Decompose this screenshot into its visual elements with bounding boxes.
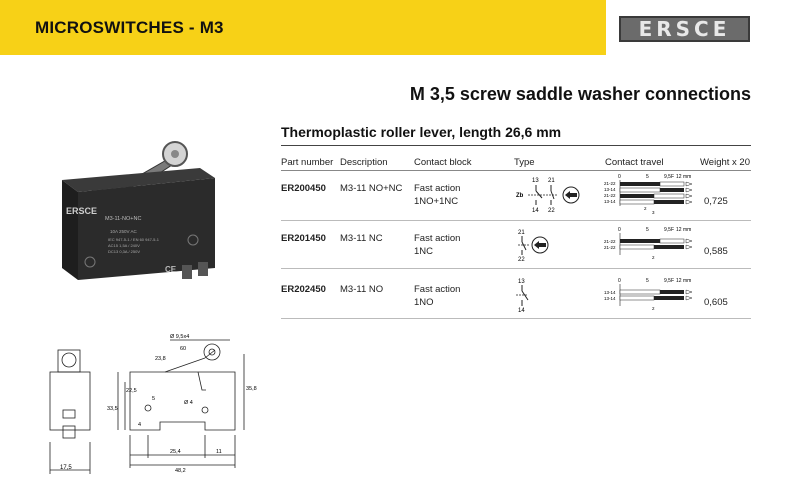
- page-title: MICROSWITCHES - M3: [35, 18, 224, 37]
- front-view: [118, 340, 244, 468]
- dim-label: 4: [138, 422, 142, 428]
- svg-text:5: 5: [646, 174, 649, 180]
- weight: 0,725: [704, 196, 728, 207]
- switch-symbol-no: [514, 274, 554, 316]
- description: M3-11 NC: [340, 233, 383, 244]
- svg-text:9,5F: 9,5F: [664, 174, 675, 180]
- dim-label: 35,8: [246, 386, 257, 392]
- col-header-type: Type: [514, 157, 535, 168]
- col-header-contact-block: Contact block: [414, 157, 472, 168]
- description: M3-11 NO: [340, 284, 384, 295]
- contact-block-line1: Fast action: [414, 284, 461, 295]
- svg-text:2: 2: [652, 255, 655, 260]
- col-header-part-number: Part number: [281, 157, 334, 168]
- dim-label: 23,8: [155, 356, 166, 362]
- svg-text:5: 5: [646, 278, 649, 284]
- dim-label: 60: [180, 346, 187, 352]
- part-number: ER202450: [281, 284, 326, 295]
- svg-text:13: 13: [518, 279, 525, 285]
- terminal-label: 22: [548, 208, 555, 214]
- row-divider: [281, 318, 751, 319]
- part-number: ER200450: [281, 183, 326, 194]
- svg-text:9,5F: 9,5F: [664, 278, 675, 284]
- photo-standard-text: IEC 947-5-1 / EN 60 947-5-1: [108, 237, 159, 242]
- svg-text:13-14: 13-14: [604, 296, 616, 301]
- terminal-label: 14: [532, 208, 539, 214]
- photo-model-text: M3-11-NO+NC: [105, 216, 142, 222]
- svg-text:21-22: 21-22: [604, 181, 616, 186]
- svg-text:21-22: 21-22: [604, 239, 616, 244]
- terminal-label: 21: [548, 178, 555, 184]
- description: M3-11 NO+NC: [340, 183, 403, 194]
- ce-mark: CE: [165, 265, 177, 274]
- svg-text:12 mm: 12 mm: [676, 174, 692, 180]
- svg-text:0: 0: [618, 174, 621, 180]
- contact-block-line1: Fast action: [414, 233, 461, 244]
- photo-standard-text: AC15 1,5A / 240V: [108, 243, 140, 248]
- terminal-label: Zb: [516, 193, 524, 199]
- svg-text:5: 5: [646, 227, 649, 233]
- heading-rule: [281, 145, 751, 146]
- svg-text:14: 14: [518, 308, 525, 314]
- dim-label: Ø 4: [184, 400, 193, 406]
- svg-text:22: 22: [518, 257, 525, 263]
- svg-text:0: 0: [618, 278, 621, 284]
- dimension-drawings: [30, 330, 260, 480]
- contact-travel-diagram: [604, 276, 704, 316]
- dim-label: 17,5: [60, 465, 72, 471]
- side-view: [50, 350, 90, 474]
- main-heading: M 3,5 screw saddle washer connections: [409, 84, 751, 104]
- dim-label: 48,2: [175, 468, 186, 474]
- col-header-weight: Weight x 20: [700, 157, 750, 168]
- row-divider: [281, 268, 751, 269]
- col-header-contact-travel: Contact travel: [605, 157, 664, 168]
- svg-text:13-14: 13-14: [604, 199, 616, 204]
- svg-text:0: 0: [618, 227, 621, 233]
- svg-text:21-22: 21-22: [604, 245, 616, 250]
- switch-symbol-no-nc: [514, 172, 584, 216]
- contact-block-line1: Fast action: [414, 183, 461, 194]
- photo-standard-text: DC13 0,3A / 250V: [108, 249, 141, 254]
- ersce-logo: [619, 16, 750, 42]
- col-header-description: Description: [340, 157, 388, 168]
- weight: 0,605: [704, 297, 728, 308]
- switch-symbol-nc: [514, 225, 574, 265]
- svg-text:21: 21: [518, 230, 525, 236]
- svg-text:13-14: 13-14: [604, 290, 616, 295]
- terminal-label: 13: [532, 178, 539, 184]
- weight: 0,585: [704, 246, 728, 257]
- contact-block-line2: 1NO: [414, 297, 434, 308]
- svg-text:2: 2: [652, 306, 655, 311]
- dim-label: 5: [152, 396, 156, 402]
- svg-text:2: 2: [644, 206, 647, 211]
- dim-label: 11: [216, 449, 222, 455]
- part-number: ER201450: [281, 233, 326, 244]
- svg-text:13-14: 13-14: [604, 187, 616, 192]
- microswitch-photo: [50, 130, 250, 300]
- header: [0, 0, 791, 55]
- svg-text:12 mm: 12 mm: [676, 227, 692, 233]
- row-divider: [281, 220, 751, 221]
- photo-rating-text: 10A 250V AC: [110, 229, 137, 234]
- contact-travel-diagram: [604, 225, 704, 265]
- header-divider: [281, 170, 751, 171]
- sub-heading: Thermoplastic roller lever, length 26,6 mm: [281, 124, 562, 140]
- contact-block-line2: 1NO+1NC: [414, 196, 459, 207]
- svg-text:21-22: 21-22: [604, 193, 616, 198]
- dim-label: Ø 9,5x4: [170, 334, 190, 340]
- contact-travel-diagram: [604, 172, 704, 216]
- svg-text:9,5F: 9,5F: [664, 227, 675, 233]
- dim-label: 33,5: [107, 406, 118, 412]
- logo-text: ERSCE: [638, 17, 731, 41]
- svg-text:3: 3: [652, 210, 655, 215]
- svg-text:12 mm: 12 mm: [676, 278, 692, 284]
- contact-block-line2: 1NC: [414, 246, 434, 257]
- dim-label: 25,4: [170, 449, 181, 455]
- dim-label: 22,5: [126, 388, 137, 394]
- photo-brand-text: ERSCE: [66, 206, 98, 216]
